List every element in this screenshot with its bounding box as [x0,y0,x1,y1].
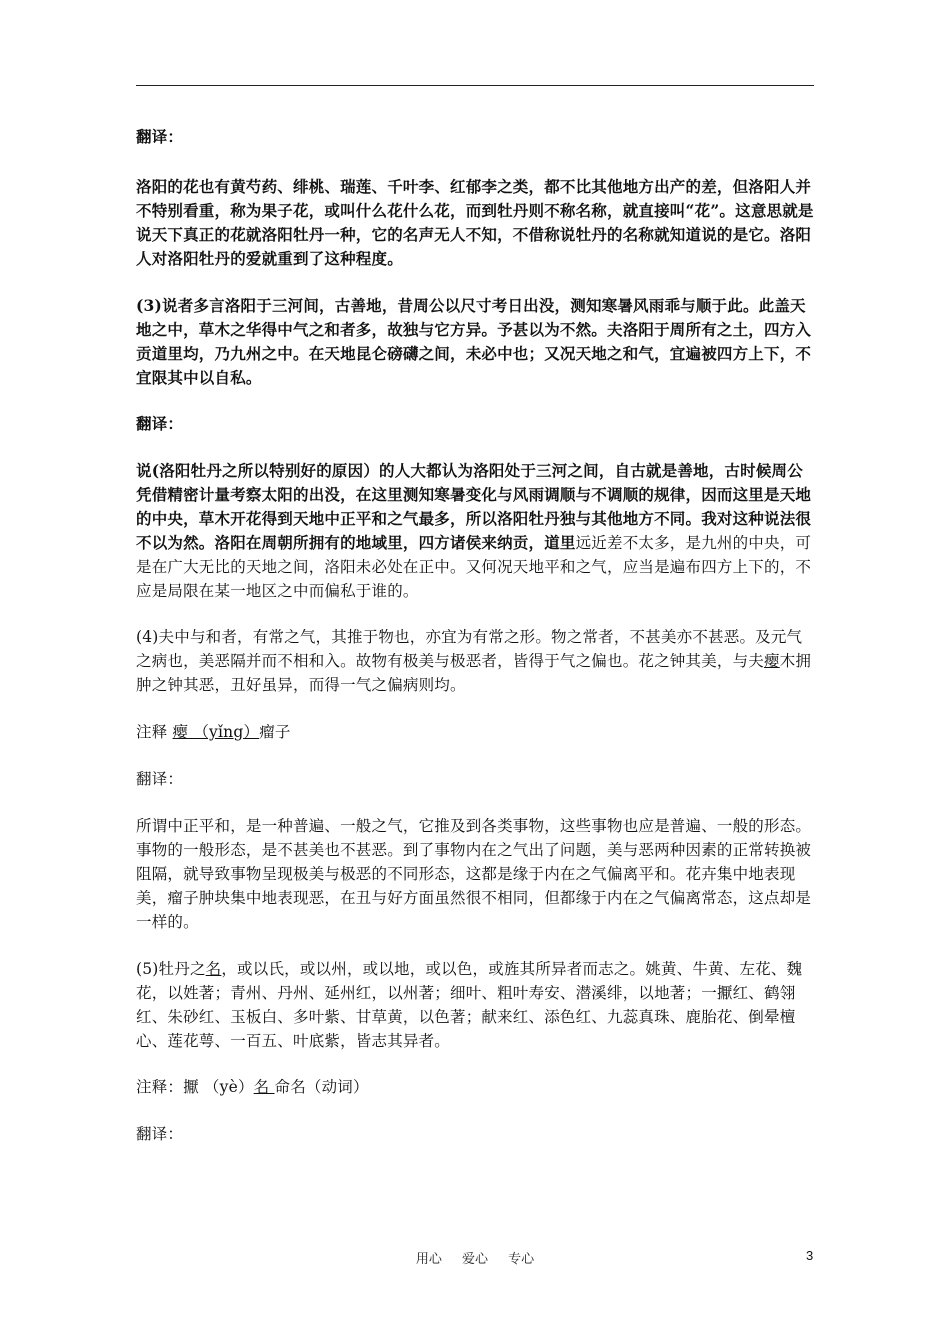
translation-paragraph-1: 洛阳的花也有黄芍药、绯桃、瑞莲、千叶李、红郁李之类，都不比其他地方出产的差，但洛阳人并不特别看重，称为果子花，或叫什么花什么花，而到牡丹则不称名称，就直接叫“花”。这意思就是说天下真正的花就洛阳牡丹一种，它的名声无人不知，不借称说牡丹的名称就知道说的是它。洛阳人对洛阳牡丹的爱就重到了这种程度。 [136,177,814,268]
note-4-prefix: 注释 [136,723,173,741]
translation-paragraph-4: 所谓中正平和，是一种普遍、一般之气，它推及到各类事物，这些事物也应是普遍、一般的形态。事物的一般形态，是不甚美也不甚恶。到了事物内在之气出了问题，美与恶两种因素的正常转换被阻隔，就导致事物呈现极美与极恶的不同形态，这都是缘于内在之气偏离平和。花卉集中地表现美，瘤子肿块集中地表现恶，在丑与好方面虽然很不相同，但都缘于内在之气偏离常态，这点却是一样的。 [136,817,812,931]
translation-3-bold: 说(洛阳牡丹之所以特别好的原因）的人大都认为洛阳处于三河之间，自古就是善地，古时候周公凭借精密计量考察太阳的出没，在这里测知寒暑变化与风雨调顺与不调顺的规律，因而这里是天地的中央，草木开花得到天地中正平和之气最多，所以洛阳牡丹独与其他地方不同。我对这种说法很不以为然。洛阳在周朝所拥有的地域里，四方诸侯来纳贡，道里 [136,461,812,552]
passage-5-underlined: 名 [205,960,222,978]
translation-label-4: 翻译： [136,770,184,788]
passage-4-underlined: 瘿 [764,652,780,670]
passage-4-text-end: 木拥肿之钟其恶，丑好虽异，而得一气之偏病则均。 [136,652,812,694]
footer-word-2: 爱心 [461,1252,488,1267]
passage-5-start: (5)牡丹之 [136,960,206,978]
note-5-term: 名 [253,1078,275,1096]
passage-4-text: (4)夫中与和者，有常之气，其推于物也，亦宜为有常之形。物之常者，不甚美亦不甚恶。及元气之病也，美恶隔并而不相和入。故物有极美与极恶者，皆得于气之偏也。花之钟其美，与夫 [136,628,803,670]
passage-3: (3)说者多言洛阳于三河间，古善地，昔周公以尺寸考日出没，测知寒暑风雨乖与顺于此。此盖天地之中，草木之华得中气之和者多，故独与它方异。予甚以为不然。夫洛阳于周所有之土，四方入贡道里均，乃九州之中。在天地昆仑磅礴之间，未必中也；又况天地之和气，宜遍被四方上下，不宜限其中以自私。 [136,296,812,387]
note-4 [136,720,816,744]
note-4-term: 瘿 （yǐng） [172,723,260,741]
translation-label-1: 翻译： [136,127,184,146]
footer-word-3: 专心 [508,1252,535,1267]
note-5 [136,1075,816,1099]
footer-word-1: 用心 [415,1252,442,1267]
translation-label-3: 翻译： [136,414,184,433]
note-4-meaning: 瘤子 [259,723,291,741]
document-body [136,100,816,1146]
note-5-meaning: 命名（动词） [274,1078,369,1096]
translation-paragraph-3 [136,459,816,603]
translation-label-5: 翻译： [136,1125,184,1143]
page-number: 3 [806,1248,814,1263]
note-5-prefix: 注释：擫 （yè） [136,1078,254,1096]
passage-5-text: ，或以氏，或以州，或以地，或以色，或旌其所异者而志之。姚黄、牛黄、左花、魏花，以姓著；青州、丹州、延州红，以州著；细叶、粗叶寿安、潜溪绯，以地著；一擫红、鹤翎红、朱砂红、玉板白、多叶紫、甘草黄，以色著；献来红、添色红、九蕊真珠、鹿胎花、倒晕檀心、莲花萼、一百五、叶底紫，皆志其异者。 [136,960,803,1050]
passage-4 [136,625,816,697]
header-rule [136,85,814,86]
passage-5 [136,957,816,1053]
translation-3-normal: 远近差不太多，是九州的中央，可是在广大无比的天地之间，洛阳未必处在正中。又何况天地平和之气，应当是遍布四方上下的，不应是局限在某一地区之中而偏私于谁的。 [136,534,812,600]
